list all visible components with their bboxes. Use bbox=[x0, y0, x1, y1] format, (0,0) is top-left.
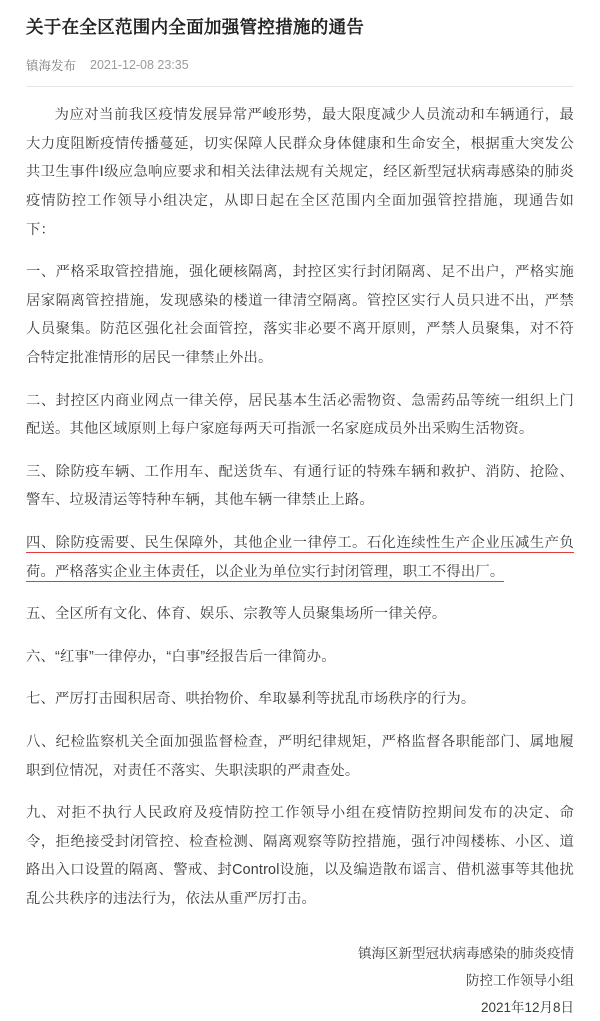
article-meta bbox=[26, 56, 574, 74]
paragraph-item-6: 六、“红事”一律停办，“白事”经报告后一律简办。 bbox=[26, 648, 336, 665]
paragraph-item-2: 二、封控区内商业网点一律关停，居民基本生活必需物资、急需药品等统一组织上门配送。其他区域原则上每户家庭每两天可指派一名家庭成员外出采购生活物资。 bbox=[26, 392, 574, 438]
article-source: 镇海发布 bbox=[26, 59, 77, 74]
paragraph-item-8: 八、纪检监察机关全面加强监督检查，严明纪律规矩，严格监督各职能部门、属地履职到位情况，对责任不落实、失职渎职的严肃查处。 bbox=[26, 733, 574, 779]
article-body bbox=[26, 101, 574, 913]
highlighted-text: 四、除防疫需要、民生保障外，其他企业一律停工。石化连续性生产企业压减生产负荷。严格落实企业主体责任，以企业为单位实行封闭管理，职工不得出厂。 bbox=[26, 534, 574, 580]
page-title: 关于在全区范围内全面加强管控措施的通告 bbox=[26, 17, 365, 37]
paragraph-item-3: 三、除防疫车辆、工作用车、配送货车、有通行证的特殊车辆和救护、消防、抢险、警车、垃圾清运等特种车辆，其他车辆一律禁止上路。 bbox=[26, 463, 574, 509]
paragraph-item-7: 七、严厉打击囤积居奇、哄抬物价、牟取暴利等扰乱市场秩序的行为。 bbox=[26, 691, 476, 708]
signature-date: 2021年12月8日 bbox=[480, 999, 574, 1015]
signature-line-1: 镇海区新型冠状病毒感染的肺炎疫情 bbox=[358, 945, 574, 961]
paragraph-intro: 为应对当前我区疫情发展异常严峻形势，最大限度减少人员流动和车辆通行，最大力度阻断疫情传播蔓延，切实保障人民群众身体健康和生命安全，根据重大突发公共卫生事件Ⅰ级应急响应要求和相关法律法规有关规定，经区新型冠状病毒感染的肺炎疫情防控工作领导小组决定，从即日起在全区范围内全面加强管控措施，现通告如下： bbox=[26, 107, 574, 238]
signature-block bbox=[26, 940, 574, 1021]
header-divider bbox=[26, 86, 574, 87]
article-timestamp: 2021-12-08 23:35 bbox=[90, 58, 189, 73]
paragraph-item-5: 五、全区所有文化、体育、娱乐、宗教等人员聚集场所一律关停。 bbox=[26, 606, 447, 623]
paragraph-item-9: 九、对拒不执行人民政府及疫情防控工作领导小组在疫情防控期间发布的决定、命令，拒绝接受封闭管控、检查检测、隔离观察等防控措施，强行冲闯楼栋、小区、道路出入口设置的隔离、警戒、封Control设施，以及编造散布谣言、借机滋事等其他扰乱公共秩序的违法行为，依法从重严厉打击。 bbox=[26, 805, 574, 907]
paragraph-item-4 bbox=[26, 529, 574, 586]
paragraph-item-1: 一、严格采取管控措施，强化硬核隔离，封控区实行封闭隔离、足不出户，严格实施居家隔离管控措施，发现感染的楼道一律清空隔离。管控区实行人员只进不出，严禁人员聚集。防范区强化社会面管控，落实非必要不离开原则，严禁人员聚集，对不符合特定批准情形的居民一律禁止外出。 bbox=[26, 264, 574, 366]
signature-line-2: 防控工作领导小组 bbox=[466, 972, 574, 988]
